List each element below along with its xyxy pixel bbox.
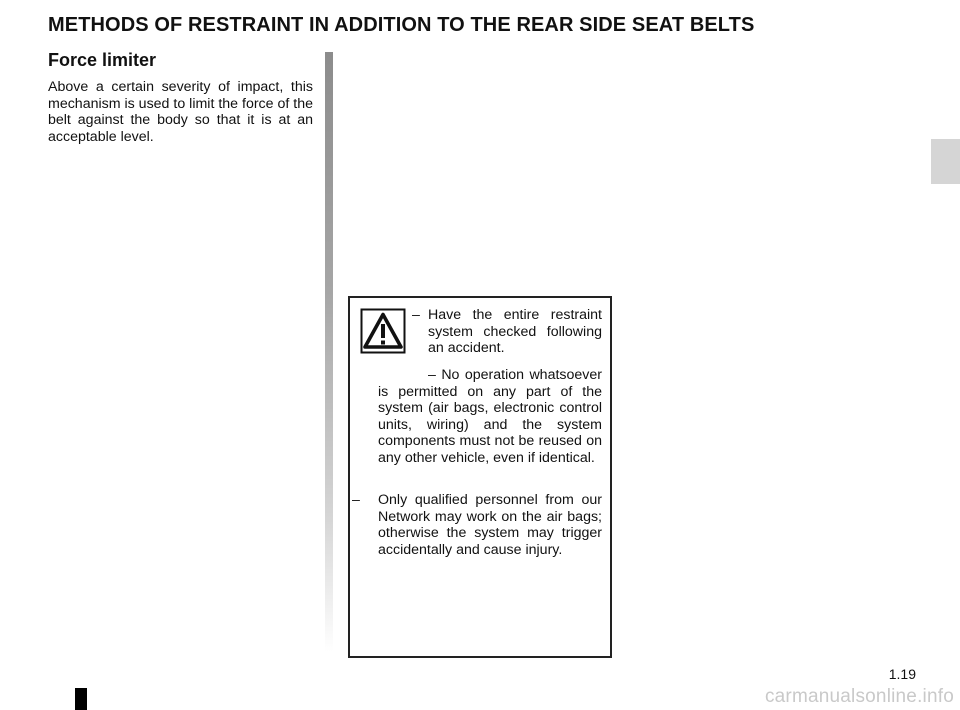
- warning-item-text: No operation whatsoever is permitted on any part of the system (air bags, electronic control units, wiring) and the system components must not be reused on any other vehicle, even if identical.: [378, 367, 602, 466]
- warning-item: [352, 492, 602, 558]
- chapter-tab: [931, 139, 960, 184]
- list-dash: –: [412, 307, 420, 323]
- corner-mark: [75, 688, 87, 710]
- warning-triangle-icon: [360, 308, 406, 354]
- page-title: METHODS OF RESTRAINT IN ADDITION TO THE REAR SIDE SEAT BELTS: [48, 14, 755, 36]
- section-body: Above a certain severity of impact, this mechanism is used to limit the force of the belt against the body so that it is at an acceptable level.: [48, 79, 313, 145]
- warning-box: [348, 296, 612, 658]
- list-dash: –: [352, 492, 360, 508]
- watermark: carmanualsonline.info: [764, 686, 954, 707]
- warning-item: [412, 307, 602, 357]
- warning-item-text: Only qualified personnel from our Network may work on the air bags; otherwise the system may trigger accidentally and cause injury.: [378, 492, 602, 558]
- list-dash: –: [428, 367, 436, 383]
- warning-item-text: Have the entire restraint system checked following an accident.: [428, 307, 602, 357]
- warning-item: [378, 367, 602, 467]
- column-rule: [325, 52, 333, 652]
- section-heading: Force limiter: [48, 50, 157, 70]
- page-number: 1.19: [888, 666, 916, 682]
